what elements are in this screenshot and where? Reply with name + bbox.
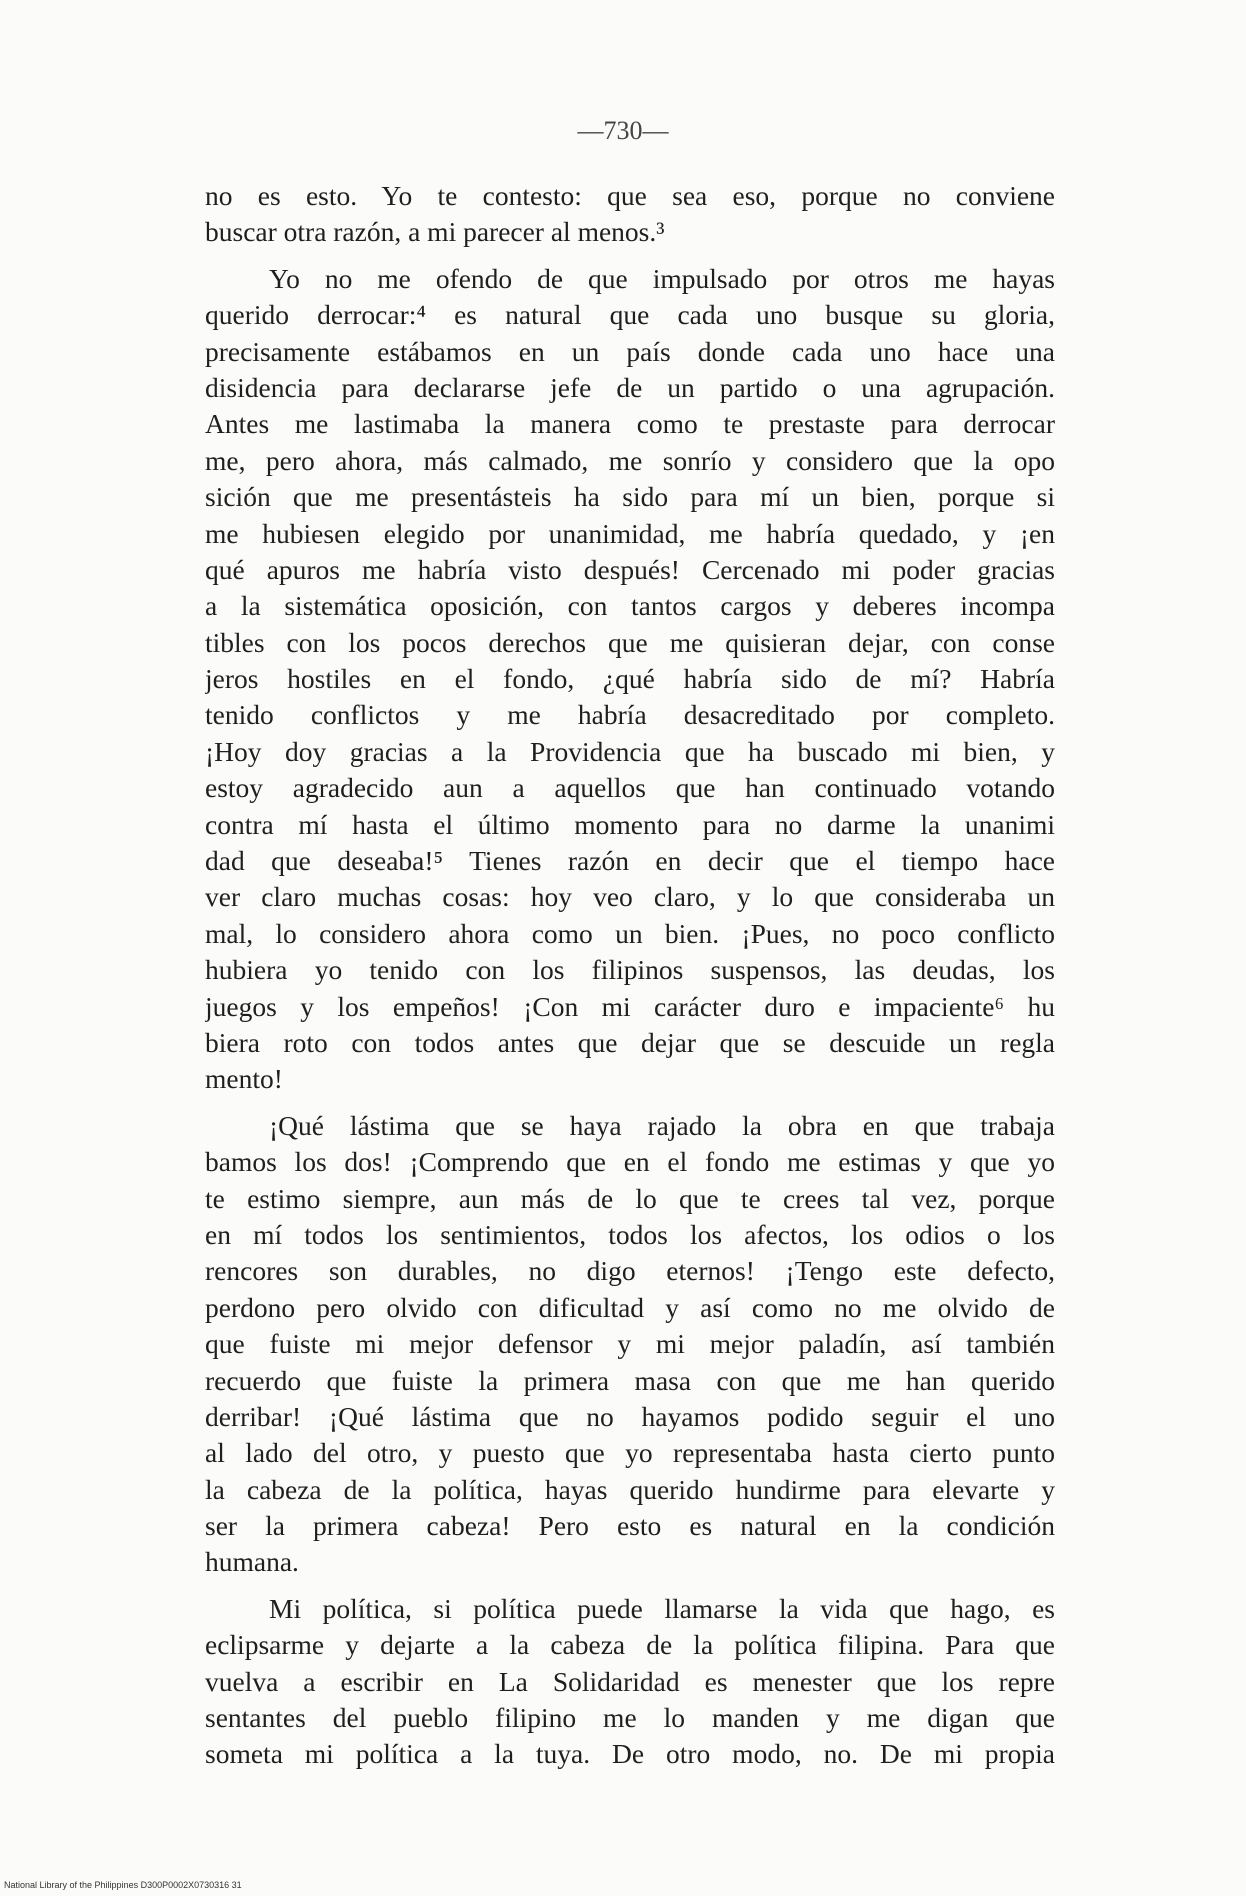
text-line: en mí todos los sentimientos, todos los afectos, los odios o los — [205, 1218, 1055, 1250]
paragraph-2 — [205, 261, 1055, 1098]
text-line: ser la primera cabeza! Pero esto es natural en la condición — [205, 1510, 1055, 1542]
text-line: vuelva a escribir en La Solidaridad es menester que los repre — [205, 1665, 1055, 1697]
text-line: mal, lo considero ahora como un bien. ¡Pues, no poco conflicto — [205, 917, 1055, 949]
text-line: sición que me presentásteis ha sido para mí un bien, porque si — [205, 481, 1055, 513]
text-line: humana. — [205, 1546, 299, 1578]
text-line: biera roto con todos antes que dejar que se descuide un regla — [205, 1026, 1055, 1058]
text-line: tibles con los pocos derechos que me quisieran dejar, con conse — [205, 626, 1055, 658]
text-line: someta mi política a la tuya. De otro modo, no. De mi propia — [205, 1738, 1055, 1770]
text-line: querido derrocar:⁴ es natural que cada uno busque su gloria, — [205, 299, 1055, 331]
text-line: bamos los dos! ¡Comprendo que en el fondo me estimas y que yo — [205, 1146, 1055, 1178]
text-line: sentantes del pueblo filipino me lo manden y me digan que — [205, 1702, 1055, 1734]
text-line: buscar otra razón, a mi parecer al menos.³ — [205, 216, 665, 248]
text-line: mento! — [205, 1063, 283, 1095]
text-line: estoy agradecido aun a aquellos que han continuado votando — [205, 772, 1055, 804]
text-line: derribar! ¡Qué lástima que no hayamos podido seguir el uno — [205, 1400, 1055, 1432]
text-line: perdono pero olvido con dificultad y así como no me olvido de — [205, 1291, 1055, 1323]
text-line: hubiera yo tenido con los filipinos suspensos, las deudas, los — [205, 954, 1055, 986]
text-line: precisamente estábamos en un país donde cada uno hace una — [205, 335, 1055, 367]
text-line: al lado del otro, y puesto que yo representaba hasta cierto punto — [205, 1437, 1055, 1469]
text-line: tenido conflictos y me habría desacreditado por completo. — [205, 699, 1055, 731]
text-line: rencores son durables, no digo eternos! ¡Tengo este defecto, — [205, 1255, 1055, 1287]
text-line: Mi política, si política puede llamarse la vida que hago, es — [269, 1592, 1055, 1624]
text-line: recuerdo que fuiste la primera masa con que me han querido — [205, 1364, 1055, 1396]
text-line: dad que deseaba!⁵ Tienes razón en decir que el tiempo hace — [205, 845, 1055, 877]
text-line: Yo no me ofendo de que impulsado por otros me hayas — [269, 262, 1055, 294]
text-line: Antes me lastimaba la manera como te prestaste para derrocar — [205, 408, 1055, 440]
text-line: no es esto. Yo te contesto: que sea eso, porque no conviene — [205, 180, 1055, 211]
text-line: ¡Hoy doy gracias a la Providencia que ha buscado mi bien, y — [205, 735, 1055, 767]
text-line: disidencia para declararse jefe de un partido o una agrupación. — [205, 371, 1055, 403]
text-line: a la sistemática oposición, con tantos cargos y deberes incompa — [205, 590, 1055, 622]
letter-text — [205, 178, 1055, 1773]
paragraph-4 — [205, 1591, 1055, 1773]
page-number: —730— — [577, 116, 669, 145]
text-line: me hubiesen elegido por unanimidad, me habría quedado, y ¡en — [205, 517, 1055, 549]
paragraph-1 — [205, 178, 1055, 251]
text-line: ¡Qué lástima que se haya rajado la obra en que trabaja — [269, 1109, 1055, 1141]
text-line: te estimo siempre, aun más de lo que te crees tal vez, porque — [205, 1182, 1055, 1214]
text-line: ver claro muchas cosas: hoy veo claro, y lo que consideraba un — [205, 881, 1055, 913]
archive-footer: National Library of the Philippines D300P0002X0730316 31 — [4, 1880, 242, 1890]
paragraph-3 — [205, 1108, 1055, 1581]
text-line: eclipsarme y dejarte a la cabeza de la política filipina. Para que — [205, 1629, 1055, 1661]
text-line: me, pero ahora, más calmado, me sonrío y considero que la opo — [205, 444, 1055, 476]
text-line: la cabeza de la política, hayas querido hundirme para elevarte y — [205, 1473, 1055, 1505]
text-line: contra mí hasta el último momento para no darme la unanimi — [205, 808, 1055, 840]
text-line: jeros hostiles en el fondo, ¿qué habría sido de mí? Habría — [205, 663, 1055, 695]
text-line: juegos y los empeños! ¡Con mi carácter duro e impaciente⁶ hu — [205, 990, 1055, 1022]
text-line: que fuiste mi mejor defensor y mi mejor paladín, así también — [205, 1328, 1055, 1360]
text-line: qué apuros me habría visto después! Cercenado mi poder gracias — [205, 553, 1055, 585]
